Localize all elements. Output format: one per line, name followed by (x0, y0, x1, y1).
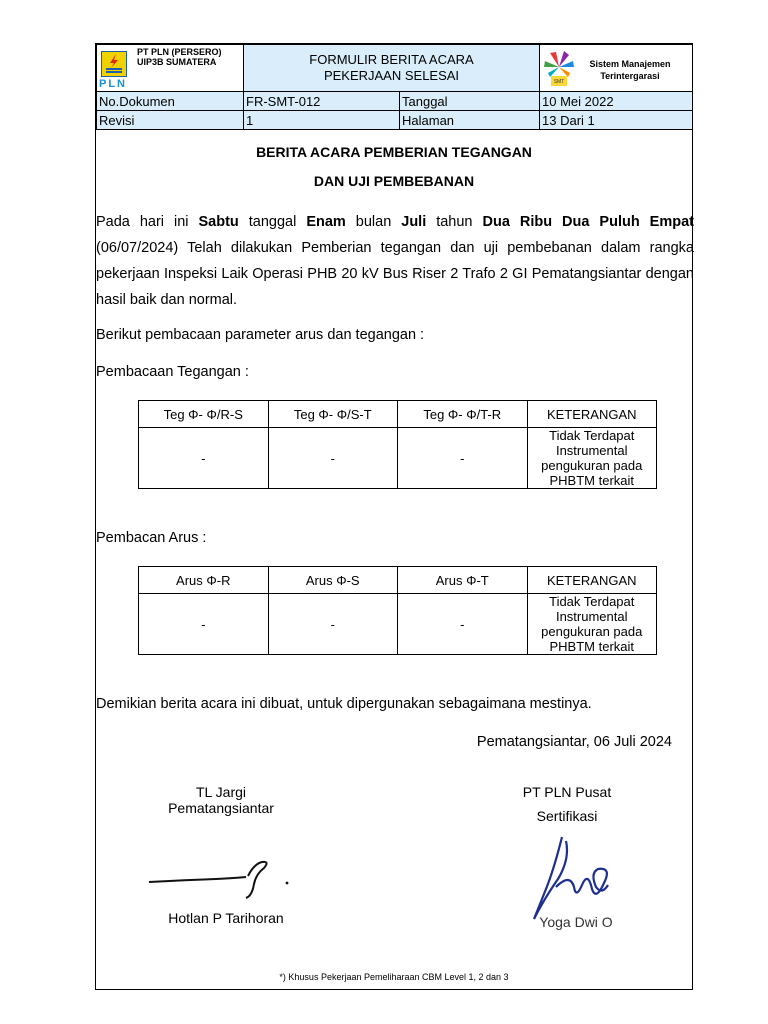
right-signer-title: PT PLN Pusat Sertifikasi (522, 784, 612, 824)
voltage-reading-label: Pembacaan Tegangan : (96, 364, 249, 380)
voltage-table (138, 400, 657, 489)
place-and-date: Pematangsiantar, 06 Juli 2024 (476, 734, 672, 750)
voltage-note: Tidak Terdapat Instrumental pengukuran pada PHBTM terkait (527, 428, 657, 489)
current-value-s: - (268, 594, 398, 655)
current-note: Tidak Terdapat Instrumental pengukuran pada PHBTM terkait (527, 594, 657, 655)
voltage-header-rs: Teg Φ- Φ/R-S (139, 401, 269, 428)
organization-name: PT PLN (PERSERO) UIP3B SUMATERA (137, 47, 222, 67)
left-signature-icon (146, 854, 296, 904)
doc-number-label: No.Dokumen (97, 92, 244, 111)
left-signer-name: Hotlan P Tarihoran (168, 910, 284, 926)
pln-logo-icon (101, 51, 127, 77)
svg-text:SMT: SMT (553, 79, 565, 85)
document-heading-line1: BERITA ACARA PEMBERIAN TEGANGAN (256, 144, 532, 160)
right-signer-name: Yoga Dwi O (539, 914, 613, 930)
current-value-r: - (139, 594, 269, 655)
current-reading-label: Pembacan Arus : (96, 530, 207, 546)
voltage-value-rs: - (139, 428, 269, 489)
company-logo-cell (97, 45, 244, 92)
date-label: Tanggal (400, 92, 540, 111)
revision-label: Revisi (97, 111, 244, 130)
page-label: Halaman (400, 111, 540, 130)
doc-number-value: FR-SMT-012 (244, 92, 400, 111)
date-value: 10 Mei 2022 (540, 92, 693, 111)
current-table (138, 566, 657, 655)
intro-paragraph: Pada hari ini Sabtu tanggal Enam bulan Juli tahun Dua Ribu Dua Puluh Empat (06/07/2024) Telah dilakukan Pemberian tegangan dan uji pembebanan dalam rangka pekerjaan Inspeksi Laik Operasi PHB 20 kV Bus Riser 2 Trafo 2 GI Pematangsiantar dengan hasil baik dan normal. (96, 214, 694, 308)
voltage-value-tr: - (398, 428, 528, 489)
current-header-r: Arus Φ-R (139, 567, 269, 594)
voltage-header-st: Teg Φ- Φ/S-T (268, 401, 398, 428)
document-page (95, 43, 693, 990)
current-value-t: - (398, 594, 528, 655)
closing-statement: Demikian berita acara ini dibuat, untuk dipergunakan sebagaimana mestinya. (96, 696, 592, 712)
management-system-name: Sistem Manajemen Terintergarasi (589, 59, 671, 81)
system-logo-cell (540, 45, 693, 92)
pln-logo-text: PLN (99, 78, 127, 90)
parameter-intro: Berikut pembacaan parameter arus dan tegangan : (96, 327, 425, 343)
current-header-s: Arus Φ-S (268, 567, 398, 594)
management-system-logo-icon (542, 49, 576, 89)
current-header-t: Arus Φ-T (398, 567, 528, 594)
voltage-value-st: - (268, 428, 398, 489)
form-title: FORMULIR BERITA ACARA PEKERJAAN SELESAI (244, 45, 540, 92)
header-table (96, 44, 693, 130)
revision-value: 1 (244, 111, 400, 130)
current-header-note: KETERANGAN (527, 567, 657, 594)
document-heading-line2: DAN UJI PEMBEBANAN (313, 173, 475, 189)
page-value: 13 Dari 1 (540, 111, 693, 130)
voltage-header-note: KETERANGAN (527, 401, 657, 428)
footnote: *) Khusus Pekerjaan Pemeliharaan CBM Level 1, 2 dan 3 (279, 972, 509, 982)
voltage-header-tr: Teg Φ- Φ/T-R (398, 401, 528, 428)
left-signer-title: TL Jargi Pematangsiantar (168, 784, 274, 816)
